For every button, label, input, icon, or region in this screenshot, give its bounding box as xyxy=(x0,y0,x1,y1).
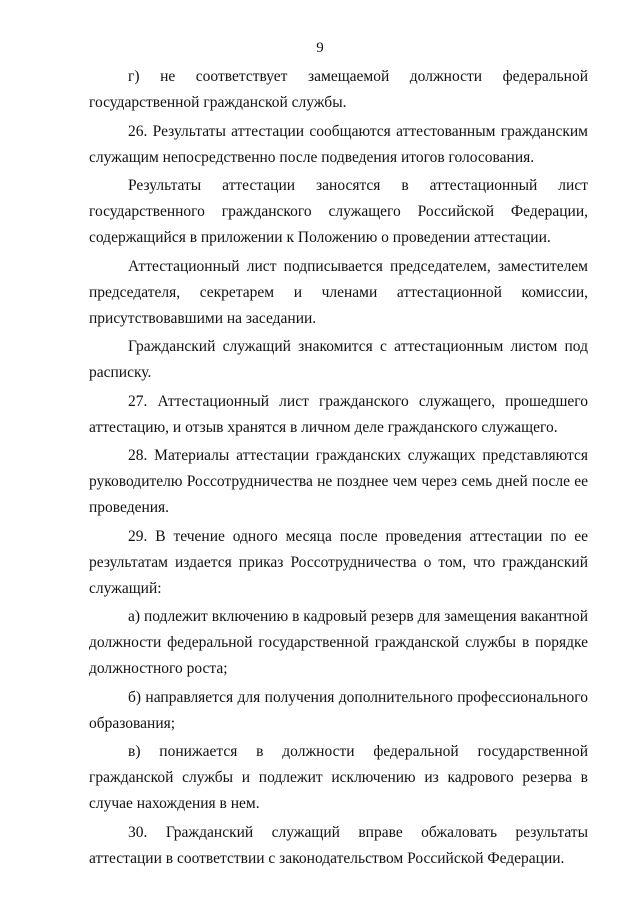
page-number: 9 xyxy=(316,40,324,56)
paragraph-sheet-signed: Аттестационный лист подписывается председателем, заместителем председателя, секретарем и членами аттестационной комиссии, присутствовавшими на заседании. xyxy=(89,257,588,327)
paragraph-30: 30. Гражданский служащий вправе обжаловать результаты аттестации в соответствии с законодательством Российской Федерации. xyxy=(89,823,588,867)
paragraph-28: 28. Материалы аттестации гражданских служащих представляются руководителю Россотрудничества не позднее чем через семь дней после ее проведения. xyxy=(89,447,588,516)
paragraph-29-v: в) понижается в должности федеральной государственной гражданской службы и подлежит исключению из кадрового резерва в случае нахождения в нем. xyxy=(89,743,588,812)
paragraph-item-g: г) не соответствует замещаемой должности федеральной государственной гражданской службы. xyxy=(89,68,588,111)
document-body xyxy=(89,64,588,874)
paragraph-27: 27. Аттестационный лист гражданского служащего, прошедшего аттестацию, и отзыв хранятся в личном деле гражданского служащего. xyxy=(89,392,588,436)
paragraph-results-recorded: Результаты аттестации заносятся в аттестационный лист государственного гражданского служащего Российской Федерации, содержащийся в приложении к Положению о проведении аттестации. xyxy=(89,177,588,246)
paragraph-29: 29. В течение одного месяца после проведения аттестации по ее результатам издается приказ Россотрудничества о том, что гражданский служащий: xyxy=(89,527,588,597)
paragraph-29-b: б) направляется для получения дополнительного профессионального образования; xyxy=(89,688,588,732)
paragraph-26: 26. Результаты аттестации сообщаются аттестованным гражданским служащим непосредственно после подведения итогов голосования. xyxy=(89,122,588,166)
paragraph-acquaintance: Гражданский служащий знакомится с аттестационным листом под расписку. xyxy=(89,338,588,381)
paragraph-29-a: а) подлежит включению в кадровый резерв для замещения вакантной должности федеральной государственной гражданской службы в порядке должностного роста; xyxy=(89,608,588,677)
